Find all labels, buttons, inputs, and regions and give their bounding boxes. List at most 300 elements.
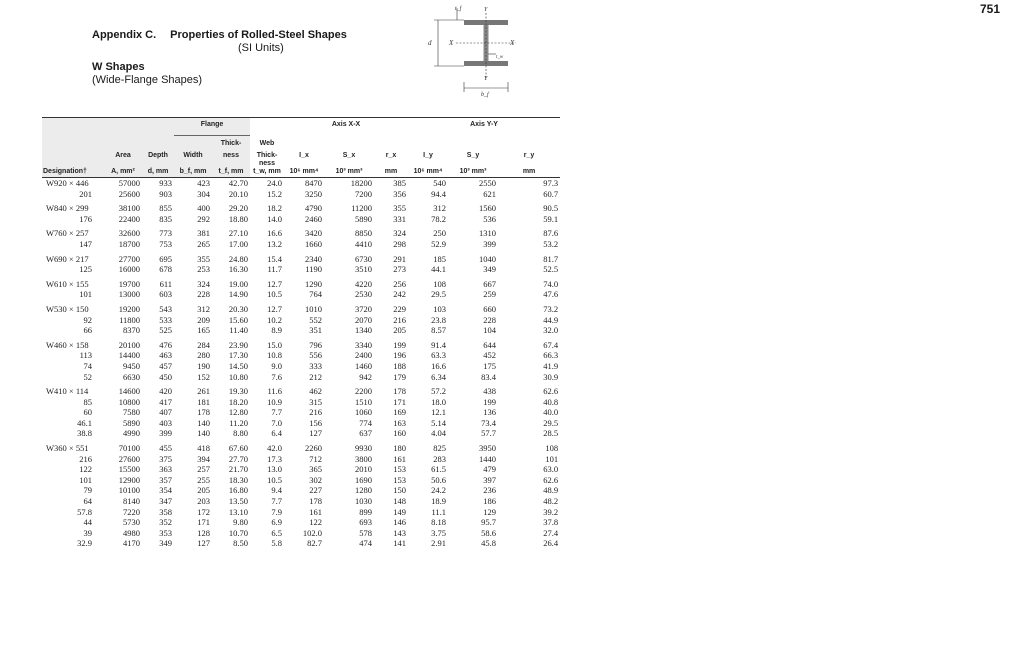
ry-cell: 87.6 [543,228,559,239]
sx-cell: 7200 [355,188,372,199]
flange-thickness-cell: 11.40 [229,325,248,336]
iy-cell: 16.6 [431,360,447,371]
area-cell: 32600 [118,228,140,239]
flange-thickness-cell: 8.50 [233,538,248,549]
depth-cell: 358 [159,506,172,517]
ry-cell: 62.6 [543,386,559,397]
table-row [42,250,560,265]
sx-cell: 4410 [355,238,372,249]
ix-cell: 351 [309,325,322,336]
designation-cell: W410 × 114 [46,386,89,397]
flange-thickness-cell: 19.30 [228,386,248,397]
web-thickness-cell: 13.0 [267,464,282,475]
iy-cell: 540 [433,178,447,188]
ix-cell: 1290 [305,278,322,289]
page-title: Properties of Rolled-Steel Shapes [170,29,347,41]
flange-width-cell: 171 [197,517,210,528]
designation-cell: 125 [79,264,92,275]
ix-header-l2: 10⁶ mm⁴ [284,160,324,178]
designation-cell: 52 [83,371,92,382]
sy-cell: 129 [483,506,497,517]
iy-cell: 185 [433,253,447,264]
flange-thickness-cell: 67.60 [228,443,248,454]
table-row [42,372,560,383]
ix-cell: 156 [309,417,322,428]
page-header [92,29,347,87]
depth-cell: 420 [159,386,172,397]
sx-cell: 693 [359,517,372,528]
ry-cell: 30.9 [543,371,559,382]
web-header-l1: Web [259,140,275,147]
ry-cell: 52.5 [543,264,559,275]
sy-cell: 1310 [479,228,497,239]
area-cell: 25600 [118,188,140,199]
page-number: 751 [980,2,1001,16]
web-thickness-cell: 7.6 [271,371,282,382]
sx-cell: 3800 [355,453,372,464]
sy-cell: 186 [483,496,497,507]
ry-cell: 97.3 [543,178,559,188]
rx-cell: 256 [393,278,407,289]
table-row [42,178,560,189]
area-cell: 70100 [118,443,140,454]
sy-cell: 199 [483,396,497,407]
flange-width-cell: 140 [197,428,210,439]
ry-cell: 37.8 [543,517,559,528]
rx-cell: 188 [393,360,407,371]
table-row [42,439,560,454]
sy-cell: 644 [483,339,497,350]
flange-width-cell: 265 [197,238,210,249]
flange-width-cell: 261 [197,386,210,397]
designation-header: Designation† [42,160,104,178]
iy-cell: 63.3 [431,350,447,361]
units-note: (SI Units) [238,42,284,54]
table-row [42,496,560,507]
rx-cell: 199 [393,339,407,350]
area-cell: 5890 [123,417,140,428]
depth-header-l2: d, mm [142,160,174,178]
table-row [42,336,560,351]
rx-cell: 171 [393,396,407,407]
flange-width-cell: 205 [197,485,210,496]
depth-cell: 835 [159,213,172,224]
sy-cell: 45.8 [481,538,497,549]
ix-cell: 178 [309,496,322,507]
ry-cell: 40.8 [543,396,559,407]
table-row [42,382,560,397]
flange-thickness-cell: 13.10 [228,506,248,517]
sx-cell: 1460 [355,360,372,371]
depth-cell: 855 [159,203,172,214]
flange-thickness-cell: 13.50 [228,496,248,507]
table-row [42,507,560,518]
depth-cell: 347 [159,496,172,507]
rx-cell: 141 [393,538,407,549]
sx-cell: 2010 [355,464,372,475]
depth-cell: 903 [159,188,172,199]
thickness-header-l2: ness [212,148,250,160]
sx-cell: 3340 [355,339,372,350]
ry-cell: 74.0 [543,278,559,289]
flange-thickness-cell: 27.10 [228,228,248,239]
sx-cell: 1690 [355,474,372,485]
flange-width-cell: 284 [197,339,210,350]
sx-cell: 1510 [355,396,372,407]
appendix-label: Appendix C. [92,29,157,41]
sx-cell: 5890 [355,213,372,224]
sy-cell: 438 [483,386,497,397]
y-axis-top-label: Y [484,7,488,13]
ix-cell: 315 [309,396,322,407]
ry-cell: 40.0 [543,407,559,418]
web-thickness-cell: 8.9 [271,325,282,336]
thickness-header-l1: Thick- [212,136,250,149]
flange-width-cell: 418 [197,443,210,454]
flange-width-cell: 181 [197,396,210,407]
rx-cell: 216 [393,314,407,325]
iy-cell: 103 [433,303,447,314]
web-thickness-cell: 7.0 [271,417,282,428]
flange-width-cell: 324 [197,278,210,289]
ry-cell: 32.0 [543,325,559,336]
area-cell: 7220 [123,506,140,517]
sx-cell: 9930 [355,443,372,454]
table-row [42,189,560,200]
area-cell: 11800 [119,314,140,325]
rx-cell: 355 [393,203,407,214]
table-row [42,224,560,239]
area-cell: 12900 [118,474,140,485]
ix-cell: 365 [309,464,322,475]
rx-cell: 180 [393,443,407,454]
web-thickness-cell: 18.2 [267,203,282,214]
w-shapes-properties-table [42,117,560,549]
area-cell: 14400 [118,350,140,361]
sy-cell: 259 [483,289,497,300]
web-thickness-cell: 42.0 [267,443,282,454]
iy-cell: 825 [433,443,447,454]
depth-cell: 695 [159,253,172,264]
depth-cell: 399 [159,428,172,439]
web-thickness-cell: 6.9 [271,517,282,528]
x-axis-left-label: X [449,39,454,47]
flange-thickness-cell: 20.10 [228,188,248,199]
tw-label: t_w [496,55,504,60]
rx-cell: 179 [393,371,407,382]
table-row [42,325,560,336]
web-thickness-cell: 10.5 [267,474,282,485]
rx-cell: 149 [393,506,407,517]
rx-header-l2: mm [374,160,408,178]
flange-thickness-cell: 8.80 [233,428,248,439]
flange-width-cell: 209 [197,314,210,325]
depth-cell: 525 [159,325,172,336]
iy-cell: 57.2 [431,386,447,397]
ix-cell: 2460 [305,213,322,224]
flange-thickness-cell: 17.00 [228,238,248,249]
depth-cell: 353 [159,527,172,538]
sx-cell: 2400 [355,350,372,361]
web-thickness-cell: 14.0 [267,213,282,224]
iy-cell: 44.1 [431,264,447,275]
depth-cell: 533 [159,314,172,325]
sy-cell: 536 [483,213,497,224]
sy-cell: 667 [483,278,497,289]
ix-cell: 764 [309,289,322,300]
ix-cell: 1660 [305,238,322,249]
flange-thickness-cell: 24.80 [228,253,248,264]
thickness-header-l3: t_f, mm [212,160,250,178]
ry-cell: 39.2 [543,506,559,517]
sx-cell: 2530 [355,289,372,300]
flange-thickness-cell: 19.00 [228,278,248,289]
sy-cell: 236 [483,485,497,496]
designation-cell: 79 [83,485,92,496]
flange-thickness-cell: 14.90 [228,289,248,300]
section-note: (Wide-Flange Shapes) [92,74,203,86]
ix-cell: 216 [309,407,322,418]
depth-cell: 753 [159,238,172,249]
flange-group-header: Flange [174,118,250,136]
ry-cell: 60.7 [543,188,559,199]
sy-cell: 57.7 [481,428,497,439]
ix-cell: 4790 [305,203,322,214]
area-cell: 4980 [123,527,140,538]
sx-header-l1: S_x [342,152,356,159]
table-row [42,485,560,496]
sx-cell: 2200 [355,386,372,397]
iy-cell: 3.75 [431,527,447,538]
area-cell: 8370 [123,325,140,336]
rx-cell: 196 [393,350,407,361]
sy-cell: 452 [483,350,497,361]
flange-width-cell: 178 [197,407,210,418]
sy-cell: 479 [483,464,497,475]
depth-header-l1: Depth [142,148,174,160]
iy-cell: 250 [433,228,447,239]
rx-cell: 146 [393,517,407,528]
flange-width-cell: 257 [197,464,210,475]
ix-cell: 82.7 [307,538,322,549]
sy-cell: 136 [483,407,497,418]
ix-cell: 127 [309,428,322,439]
ry-cell: 41.9 [543,360,559,371]
ix-cell: 3420 [305,228,322,239]
table-row [42,407,560,418]
iy-cell: 91.4 [431,339,447,350]
flange-width-cell: 400 [197,203,210,214]
sy-cell: 104 [483,325,497,336]
area-cell: 19200 [118,303,140,314]
depth-cell: 349 [159,538,172,549]
table-row [42,289,560,300]
iy-cell: 18.0 [431,396,447,407]
sx-cell: 637 [359,428,372,439]
sx-cell: 6730 [355,253,372,264]
area-cell: 14600 [118,386,140,397]
iy-cell: 52.9 [431,238,447,249]
depth-cell: 375 [159,453,172,464]
table-row [42,315,560,326]
rx-cell: 291 [393,253,407,264]
bf-label: b_f [481,92,489,98]
sy-cell: 58.6 [481,527,497,538]
ry-cell: 48.9 [543,485,559,496]
rx-cell: 148 [393,496,407,507]
flange-thickness-cell: 12.80 [228,407,248,418]
designation-cell: 101 [79,474,92,485]
ix-cell: 552 [309,314,322,325]
sx-header-l2: 10³ mm³ [324,160,374,178]
sy-cell: 3950 [479,443,497,454]
depth-label: d [428,39,432,47]
width-header-l1: Width [174,148,212,160]
sx-cell: 3720 [355,303,372,314]
designation-cell: W530 × 150 [46,303,89,314]
table-row [42,454,560,465]
area-header-l2: A, mm² [104,160,142,178]
sy-cell: 1040 [479,253,497,264]
designation-cell: W760 × 257 [46,228,89,239]
flange-width-cell: 165 [197,325,210,336]
ry-cell: 62.6 [543,474,559,485]
ix-cell: 1190 [305,264,322,275]
rx-cell: 153 [393,464,407,475]
ry-cell: 90.5 [543,203,559,214]
sx-cell: 4220 [355,278,372,289]
sy-cell: 175 [483,360,497,371]
designation-cell: 147 [79,238,92,249]
web-thickness-cell: 10.5 [267,289,282,300]
iy-cell: 61.5 [431,464,447,475]
designation-cell: W840 × 299 [46,203,89,214]
depth-cell: 773 [159,228,172,239]
web-thickness-cell: 7.9 [271,506,282,517]
flange-thickness-cell: 18.30 [228,474,248,485]
ry-cell: 27.4 [543,527,559,538]
table-row [42,475,560,486]
sy-cell: 399 [483,238,497,249]
table-row [42,538,560,549]
table-row [42,275,560,290]
area-cell: 10800 [118,396,140,407]
area-cell: 13000 [118,289,140,300]
rx-cell: 385 [393,178,407,188]
rx-cell: 150 [393,485,407,496]
flange-width-cell: 381 [197,228,210,239]
iy-cell: 5.14 [431,417,447,428]
area-cell: 57000 [118,178,140,188]
flange-width-cell: 140 [197,417,210,428]
web-thickness-cell: 9.4 [271,485,282,496]
rx-cell: 143 [393,527,407,538]
flange-width-cell: 190 [197,360,210,371]
depth-cell: 352 [159,517,172,528]
web-thickness-cell: 7.7 [271,496,282,507]
sy-cell: 1440 [479,453,497,464]
web-thickness-cell: 24.0 [267,178,282,188]
depth-cell: 678 [159,264,172,275]
sy-cell: 2550 [479,178,497,188]
depth-cell: 543 [159,303,172,314]
iy-cell: 18.9 [431,496,447,507]
ry-cell: 108 [545,443,559,454]
flange-thickness-cell: 10.70 [228,527,248,538]
rx-cell: 160 [393,428,407,439]
rx-cell: 273 [393,264,407,275]
area-cell: 6630 [123,371,140,382]
depth-cell: 407 [159,407,172,418]
iy-cell: 312 [433,203,447,214]
iy-cell: 4.04 [431,428,447,439]
depth-cell: 457 [159,360,172,371]
x-axis-right-label: X [510,39,515,47]
area-cell: 27600 [118,453,140,464]
web-thickness-cell: 11.7 [267,264,282,275]
iy-cell: 2.91 [431,538,447,549]
ix-cell: 1010 [305,303,322,314]
flange-thickness-cell: 29.20 [228,203,248,214]
sy-cell: 1560 [479,203,497,214]
iy-cell: 12.1 [431,407,447,418]
sx-cell: 1030 [355,496,372,507]
ry-cell: 67.4 [543,339,559,350]
designation-cell: 85 [83,396,92,407]
designation-cell: 44 [83,517,92,528]
rx-cell: 229 [393,303,407,314]
table-row [42,214,560,225]
table-row [42,239,560,250]
ry-cell: 26.4 [543,538,559,549]
ix-header-l1: I_x [299,152,309,159]
designation-cell: 176 [79,213,92,224]
web-thickness-cell: 9.0 [271,360,282,371]
designation-cell: 113 [79,350,92,361]
sy-header-l2: 10³ mm³ [448,160,498,178]
web-thickness-cell: 13.2 [267,238,282,249]
sx-cell: 8850 [355,228,372,239]
flange-width-cell: 203 [197,496,210,507]
ix-cell: 122 [309,517,322,528]
ix-cell: 161 [309,506,322,517]
ry-header-l1: r_y [523,152,535,159]
rx-cell: 331 [393,213,407,224]
designation-cell: 92 [83,314,92,325]
y-axis-bottom-label: Y [484,76,488,82]
section-title: W Shapes [92,61,145,73]
depth-cell: 417 [159,396,172,407]
web-thickness-cell: 6.4 [271,428,282,439]
flange-width-cell: 312 [197,303,210,314]
area-cell: 22400 [118,213,140,224]
designation-cell: 60 [83,407,92,418]
sx-cell: 474 [359,538,372,549]
ry-header-l2: mm [498,160,560,178]
web-thickness-cell: 7.7 [271,407,282,418]
table-row [42,517,560,528]
web-header-l4-text: t_w, mm [253,168,281,175]
sx-cell: 3510 [355,264,372,275]
flange-thickness-cell: 11.20 [229,417,248,428]
designation-cell: 122 [79,464,92,475]
flange-width-cell: 304 [197,188,210,199]
sx-cell: 1060 [355,407,372,418]
designation-cell: 57.8 [77,506,92,517]
ry-cell: 53.2 [543,238,559,249]
iy-header-l1: I_y [423,152,433,159]
depth-cell: 611 [159,278,172,289]
